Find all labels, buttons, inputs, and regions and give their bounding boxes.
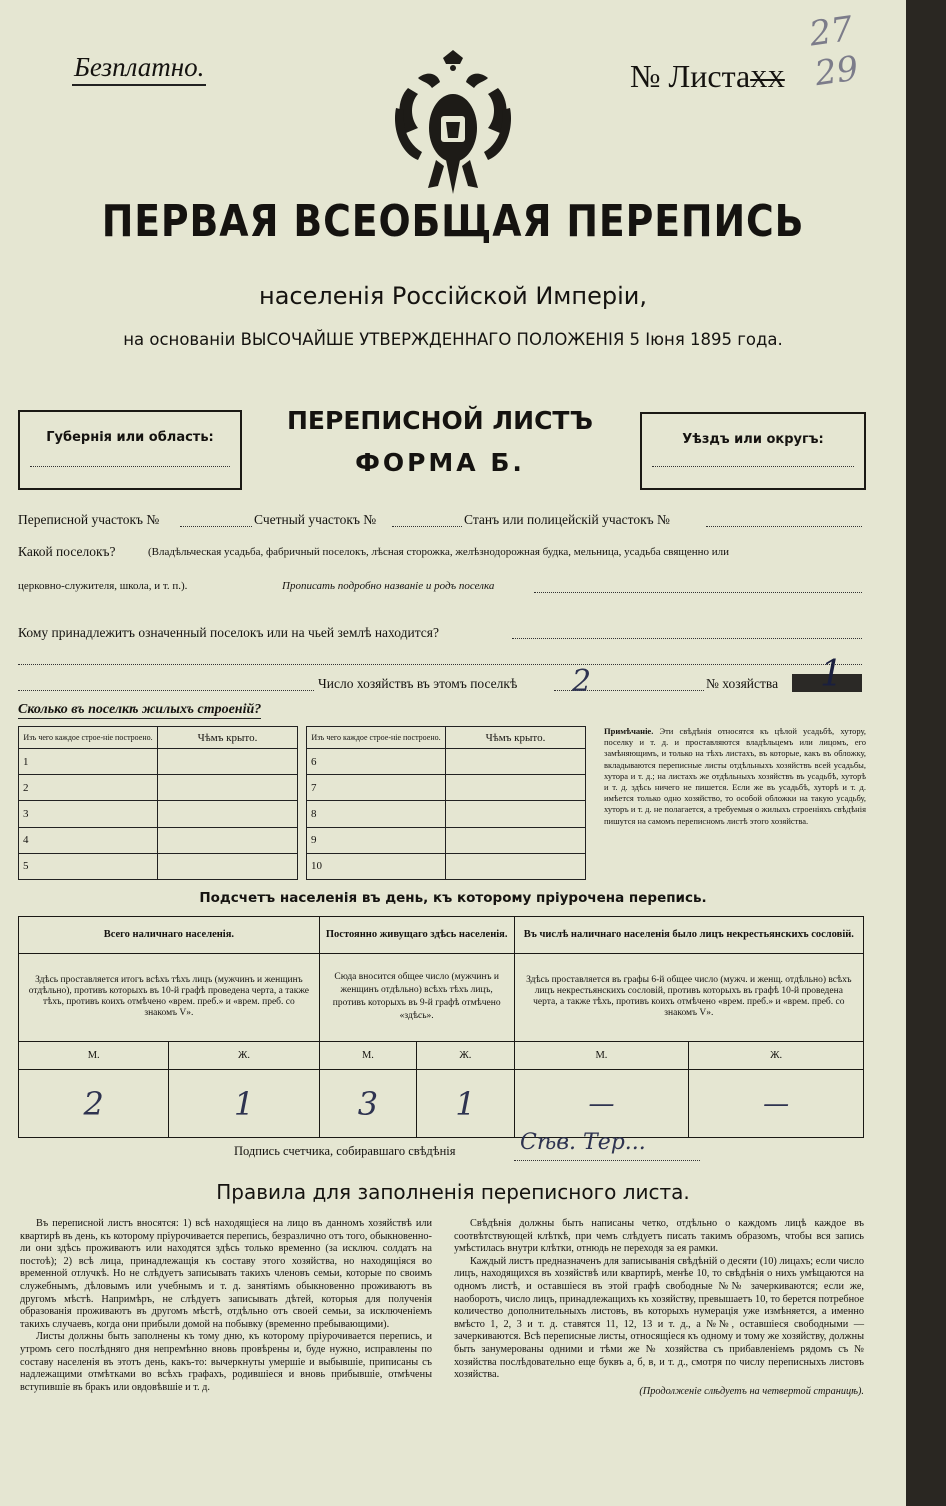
- note-text: Эти свѣдѣнія относятся къ цѣлой усадьбѣ, хутору, поселку и т. д. и проставляются владѣльцемъ или лицомъ, его замѣняющимъ, и только на тѣхъ листахъ, въ которые, какъ въ обложку, вкладываются переписные листы отдѣльныхъ хозяйствъ всей усадьбы, хутора и т. д.; на листахъ же отдѣльныхъ хозяйствъ въ усадьбѣ, хуторѣ и т. д. здѣсь ничего не пишется. Если же въ усадьбѣ, хуторѣ и т. д. имѣется только одно хозяйство, то особой обложки на такую усадьбу, хуторъ и т. д. не полагается, а требуемыя о жилыхъ строеніяхъ свѣдѣнія пишутся на самомъ переписномъ листѣ этого хозяйства.: [604, 726, 867, 826]
- gubernia-line: [30, 466, 230, 467]
- uezd-line: [652, 466, 854, 467]
- owner-label: Кому принадлежитъ означенный поселокъ или на чьей землѣ находится?: [18, 625, 439, 640]
- double-headed-eagle-emblem: [388, 48, 518, 198]
- continued-note: (Продолженіе слѣдуетъ на четвертой страницѣ).: [639, 1385, 864, 1397]
- signature-value: Сѣв. Тер...: [520, 1130, 646, 1155]
- owner-line: [512, 638, 862, 639]
- non-peasant-desc: Здѣсь проставляется въ графы 6-й общее число (мужч. и женщ. отдѣльно) всѣхъ лицъ некрестьянскихъ сословій, противъ которыхъ въ графѣ 10-й проведена черта, а также тѣхъ, противъ коихъ отмѣчено «врем. преб.» и «врем. преб. со знакомъ V».: [514, 953, 863, 1041]
- gubernia-box: [18, 410, 242, 490]
- district-label: Переписной участокъ №: [18, 512, 160, 527]
- female-col-header: Ж.: [417, 1041, 514, 1070]
- female-col-header: Ж.: [689, 1041, 864, 1070]
- household-no-label: № хозяйства: [706, 676, 779, 691]
- buildings-table-right: [306, 726, 586, 880]
- permanent-population-desc: Сюда вносится общее число (мужчинъ и женщинъ отдѣльно) всѣхъ тѣхъ лицъ, противъ которыхъ въ 9-й графѣ отмѣчено «здѣсь».: [319, 953, 514, 1041]
- signature-line: [514, 1160, 700, 1161]
- settlement-line: [534, 592, 862, 593]
- buildings-row-number: 8: [307, 801, 446, 827]
- count-heading: Подсчетъ населенія въ день, къ которому пріурочена перепись.: [199, 890, 707, 906]
- non-peasant-header: Въ числѣ наличнаго населенія было лицъ некрестьянскихъ сословій.: [514, 917, 863, 954]
- households-label: Число хозяйствъ въ этомъ поселкѣ: [318, 676, 518, 691]
- population-count-table: [18, 916, 864, 1138]
- uezd-label: Уѣздъ или округъ:: [682, 432, 824, 447]
- settlement-label: Какой поселокъ?: [18, 544, 116, 559]
- buildings-col-roof: Чѣмъ крыто.: [158, 727, 298, 749]
- total-population-desc: Здѣсь проставляется итогъ всѣхъ тѣхъ лицъ (мужчинъ и женщинъ отдѣльно), противъ которыхъ въ 10-й графѣ проведена черта, а также тѣхъ, противъ коихъ отмѣчено «врем. преб.» и «врем. преб. со знакомъ V».: [19, 953, 320, 1041]
- sheet-number: [630, 58, 785, 95]
- buildings-row-number: 10: [307, 853, 446, 879]
- total-male-value: 2: [19, 1070, 169, 1138]
- buildings-col-material: Изъ чего каждое строе-ніе построено.: [19, 727, 158, 749]
- buildings-col-material: Изъ чего каждое строе-ніе построено.: [307, 727, 446, 749]
- buildings-row-number: 3: [19, 801, 158, 827]
- permanent-male-value: 3: [319, 1070, 416, 1138]
- household-no-value: 1: [820, 654, 843, 695]
- count-district-line: [392, 526, 462, 527]
- buildings-label: Сколько въ поселкѣ жилыхъ строеній?: [18, 702, 262, 717]
- settlement-hint-3: Прописать подробно названіе и родъ поселка: [282, 580, 495, 592]
- note: [604, 726, 866, 827]
- buildings-row-number: 2: [19, 775, 158, 801]
- page-title: ПЕРВАЯ ВСЕОБЩАЯ ПЕРЕПИСЬ: [101, 196, 805, 247]
- settlement-hint-2: церковно-служителя, школа, и т. п.).: [18, 580, 188, 592]
- police-label: Станъ или полицейскій участокъ №: [464, 512, 670, 527]
- form-label: ФОРМА Б.: [355, 448, 525, 477]
- buildings-col-roof: Чѣмъ крыто.: [446, 727, 586, 749]
- households-value: 2: [572, 664, 592, 699]
- non-peasant-female-value: —: [689, 1070, 864, 1138]
- signature-label: Подпись счетчика, собиравшаго свѣдѣнія: [234, 1144, 456, 1158]
- buildings-row-number: 6: [307, 749, 446, 775]
- legal-basis: на основаніи ВЫСОЧАЙШЕ УТВЕРЖДЕННАГО ПОЛОЖЕНІЯ 5 Іюня 1895 года.: [123, 330, 783, 349]
- sheet-number-value: XX: [750, 67, 785, 93]
- rules-right-para-2: Каждый листъ предназначенъ для записыванія свѣдѣній о десяти (10) лицахъ; если число лицъ, находящихся въ хозяйствѣ или квартирѣ, менѣе 10, то свѣдѣнія о нихъ умѣщаются на одномъ листѣ, и оставшіеся въ этой графѣ свободные №№ зачеркиваются; если же, наоборотъ, число лицъ, принадлежащихъ къ хозяйству, превышаетъ 10, то берется потребное количество дополнительныхъ листовъ, въ которыхъ нумерація уже измѣняется, а именно вмѣсто 1, 2, 3 и т. д. ставятся 11, 12, 13 и т. д., а №№, оставшіеся свободными — зачеркиваются. Всѣ переписные листы, относящіеся къ одному и тому же хозяйству, должны быть занумерованы одними и тѣми же № хозяйства съ прибавленіемъ рядомъ съ № хозяйства послѣдовательно еще буквъ а, б, в, и т. д., смотря по числу переписныхъ листовъ хозяйства.: [454, 1255, 864, 1381]
- police-line: [706, 526, 862, 527]
- female-col-header: Ж.: [169, 1041, 319, 1070]
- households-lead-line: [18, 690, 314, 691]
- total-female-value: 1: [169, 1070, 319, 1138]
- rules-right-para-1: Свѣдѣнія должны быть написаны четко, отдѣльно о каждомъ лицѣ каждое въ соотвѣтствующей клѣткѣ, при чемъ слѣдуетъ писать такимъ образомъ, чтобы вся запись умѣстилась внутри клѣтки, отнюдь не переходя за ея рамки.: [454, 1218, 864, 1255]
- gubernia-label: Губернія или область:: [46, 430, 214, 445]
- buildings-row-number: 5: [19, 853, 158, 879]
- permanent-population-header: Постоянно живущаго здѣсь населенія.: [319, 917, 514, 954]
- male-col-header: М.: [319, 1041, 416, 1070]
- buildings-row-number: 9: [307, 827, 446, 853]
- buildings-table-left: [18, 726, 298, 880]
- note-label: Примѣчаніе.: [604, 726, 654, 736]
- district-line: [180, 526, 252, 527]
- rules-left-para-2: Листы должны быть заполнены къ тому дню, къ которому пріурочивается перепись, и утромъ сего послѣдняго дня непремѣнно вновь провѣрены и, буде нужно, исправлены по составу населенія въ этотъ день, какъ-то: вычеркнуты умершіе и выбывшіе, приписаны съ надлежащими отмѣтками во всѣхъ графахъ, родившіеся и вновь прибывшіе, отмѣчены вступившіе въ бракъ или овдовѣвшіе и т. д.: [20, 1331, 432, 1393]
- form-name: ПЕРЕПИСНОЙ ЛИСТЪ: [287, 406, 593, 435]
- count-district-label: Счетный участокъ №: [254, 512, 377, 527]
- male-col-header: М.: [514, 1041, 689, 1070]
- rules-title: Правила для заполненія переписного листа.: [216, 1180, 690, 1204]
- buildings-row-number: 4: [19, 827, 158, 853]
- rules-left-para-1: Въ переписной листъ вносятся: 1) всѣ находящіеся на лицо въ данномъ хозяйствѣ или квартирѣ въ день, къ которому пріурочивается перепись, безразлично отъ того, обыкновенно-ли они здѣсь проживаютъ или находятся здѣсь только временно (за исключ. солдатъ на постоѣ); 2) всѣ лица, принадлежащія къ составу этого хозяйства, но находящіяся во временной отлучкѣ. Но не слѣдуетъ записывать такихъ членовъ семьи, которые по своимъ служебнымъ, дѣловымъ или учебнымъ и т. д. занятіямъ обыкновенно проживаютъ въ другомъ мѣстѣ. Напримѣръ, не слѣдуетъ записывать дѣтей, которыя для полученія образованія проживаютъ въ другомъ мѣстѣ, отдѣльно отъ своей семьи, за исключеніемъ такихъ случаевъ, когда они прибыли домой на побывку (временно пребывающими).: [20, 1218, 432, 1330]
- male-col-header: М.: [19, 1041, 169, 1070]
- uezd-box: [640, 412, 866, 490]
- buildings-row-number: 1: [19, 749, 158, 775]
- settlement-hint: (Владѣльческая усадьба, фабричный поселокъ, лѣсная сторожка, желѣзнодорожная будка, мельница, усадьба священно или: [148, 546, 730, 558]
- permanent-female-value: 1: [417, 1070, 514, 1138]
- total-population-header: Всего наличнаго населенія.: [19, 917, 320, 954]
- non-peasant-male-value: —: [514, 1070, 689, 1138]
- buildings-row-number: 7: [307, 775, 446, 801]
- rules-left: [20, 1218, 432, 1394]
- free-label: Безплатно.: [72, 52, 206, 86]
- pencil-number: 27 29: [806, 8, 861, 95]
- rules-right: [454, 1218, 864, 1398]
- page-edge: [906, 0, 946, 1506]
- sheet-number-label: № Листа: [630, 58, 751, 94]
- subtitle: населенія Россійской Имперіи,: [259, 282, 647, 310]
- owner-line-2: [18, 664, 862, 665]
